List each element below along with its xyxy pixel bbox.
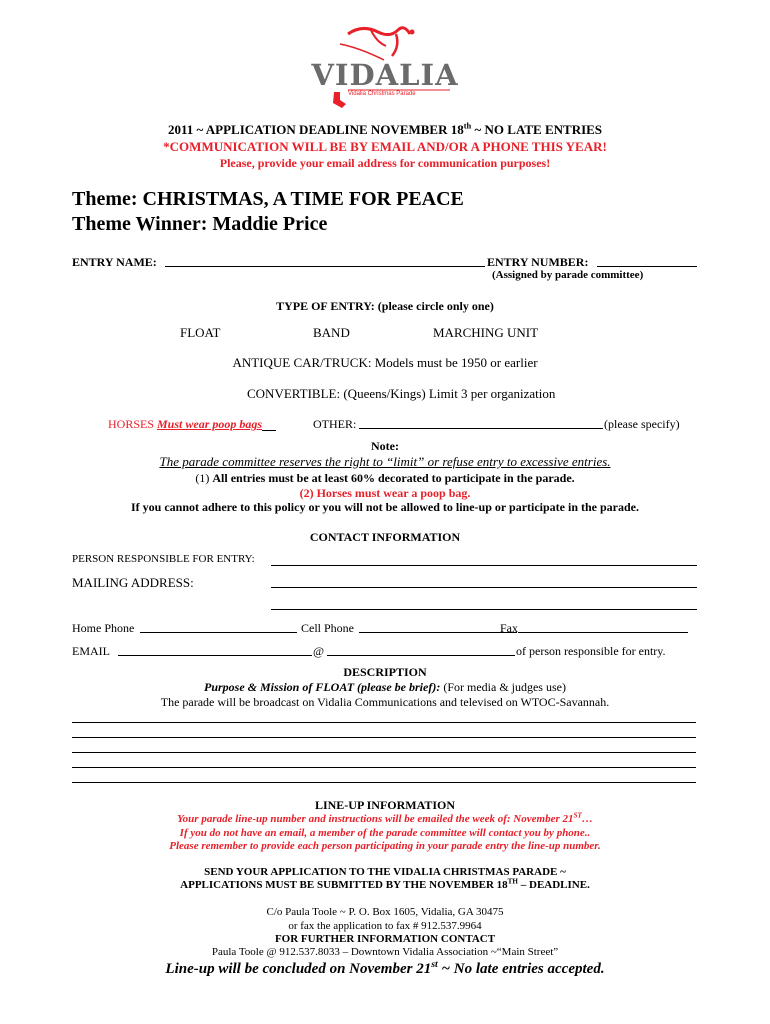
description-line-5[interactable] xyxy=(72,782,696,783)
entry-name-label: ENTRY NAME: xyxy=(72,255,157,269)
address-further: FOR FURTHER INFORMATION CONTACT xyxy=(274,933,496,945)
email-at: @ xyxy=(313,644,325,658)
lineup-emailed-text: Your parade line-up number and instructions will be emailed the week of: November 21 xyxy=(177,813,574,825)
option-float[interactable]: FLOAT xyxy=(180,325,221,340)
mailing-address-field-1[interactable] xyxy=(271,587,697,588)
cell-phone-field[interactable] xyxy=(359,632,517,633)
description-line-4[interactable] xyxy=(72,767,696,768)
description-line-1[interactable] xyxy=(72,722,696,723)
please-specify: (please specify) xyxy=(604,417,680,431)
of-person-label: of person responsible for entry. xyxy=(516,644,666,658)
mailing-address-field-2[interactable] xyxy=(271,609,697,610)
theme-title: Theme: CHRISTMAS, A TIME FOR PEACE xyxy=(72,188,464,210)
address-co: C/o Paula Toole ~ P. O. Box 1605, Vidalia, GA 30475 xyxy=(266,906,504,918)
horses-note: Must wear poop bags xyxy=(157,417,263,431)
lineup-heading: LINE-UP INFORMATION xyxy=(314,798,456,812)
option-convertible[interactable]: CONVERTIBLE: (Queens/Kings) Limit 3 per organization xyxy=(247,386,556,401)
type-of-entry-heading xyxy=(0,299,770,314)
note-reserve: The parade committee reserves the right to “limit” or refuse entry to excessive entries. xyxy=(159,454,611,469)
address-fax: or fax the application to fax # 912.537.9964 xyxy=(288,920,482,932)
lineup-emailed-end: … xyxy=(581,813,593,825)
lineup-remember: Please remember to provide each person participating in your parade entry the line-up number. xyxy=(169,840,601,852)
description-heading: DESCRIPTION xyxy=(343,665,427,679)
lineup-no-email: If you do not have an email, a member of the parade committee will contact you by phone.. xyxy=(179,827,591,839)
theme-winner: Theme Winner: Maddie Price xyxy=(72,213,328,235)
send-line-2 xyxy=(0,879,770,891)
lineup-emailed-sup: ST xyxy=(573,811,582,820)
purpose-label: Purpose & Mission of FLOAT (please be brief): xyxy=(204,680,441,694)
vidalia-logo xyxy=(300,20,470,108)
description-line-2[interactable] xyxy=(72,737,696,738)
lineup-emailed xyxy=(0,813,770,825)
home-phone-label: Home Phone xyxy=(72,621,135,635)
person-responsible-label: PERSON RESPONSIBLE FOR ENTRY: xyxy=(72,553,255,565)
footer-lineup xyxy=(0,961,770,978)
home-phone-field[interactable] xyxy=(140,632,297,633)
send-line-2-end: – DEADLINE. xyxy=(518,879,590,891)
entry-name-field[interactable] xyxy=(165,266,485,267)
option-marching-unit[interactable]: MARCHING UNIT xyxy=(433,325,539,340)
note-title: Note: xyxy=(371,439,399,453)
option-band[interactable]: BAND xyxy=(313,325,350,340)
option-horses[interactable] xyxy=(108,417,262,432)
broadcast-note: The parade will be broadcast on Vidalia Communications and televised on WTOC-Savannah. xyxy=(160,695,610,709)
contact-heading: CONTACT INFORMATION xyxy=(309,530,461,544)
footer-text-end: ~ No late entries accepted. xyxy=(437,961,605,977)
logo-tagline: Vidalia Christmas Parade xyxy=(348,91,416,97)
fax-label: Fax xyxy=(500,621,518,635)
description-line-3[interactable] xyxy=(72,752,696,753)
option-antique[interactable]: ANTIQUE CAR/TRUCK: Models must be 1950 or earlier xyxy=(232,355,538,370)
address-paula: Paula Toole @ 912.537.8033 – Downtown Vidalia Association ~“Main Street” xyxy=(211,946,559,958)
option-other[interactable]: OTHER: xyxy=(313,417,357,431)
entry-number-field[interactable] xyxy=(597,266,697,267)
entry-number-label: ENTRY NUMBER: xyxy=(487,255,589,269)
send-line-2-sup: TH xyxy=(507,877,518,886)
note-adhere: If you cannot adhere to this policy or you will not be allowed to line-up or participate in the parade. xyxy=(130,500,640,514)
type-heading-bold: TYPE OF ENTRY: xyxy=(276,299,375,313)
rule-1-num: (1) xyxy=(195,471,213,485)
logo-wordmark: VIDALIA xyxy=(311,58,459,92)
other-field[interactable] xyxy=(359,428,603,429)
type-heading-rest: (please circle only one) xyxy=(374,299,494,313)
footer-sup: st xyxy=(431,959,438,970)
deadline-sup: th xyxy=(463,120,472,131)
footer-text: Line-up will be concluded on November 21 xyxy=(165,961,432,977)
deadline-text: 2011 ~ APPLICATION DEADLINE NOVEMBER 18 xyxy=(167,122,464,137)
communication-notice: *COMMUNICATION WILL BE BY EMAIL AND/OR A PHONE THIS YEAR! xyxy=(163,139,607,154)
send-line-1: SEND YOUR APPLICATION TO THE VIDALIA CHRISTMAS PARADE ~ xyxy=(204,866,566,878)
note-rule-2: (2) Horses must wear a poop bag. xyxy=(299,486,471,500)
rule-1-text: All entries must be at least 60% decorated to participate in the parade. xyxy=(212,471,575,485)
assigned-note: (Assigned by parade committee) xyxy=(492,269,644,281)
horses-label: HORSES xyxy=(108,417,155,431)
deadline-line xyxy=(0,122,770,138)
provide-email-notice: Please, provide your email address for communication purposes! xyxy=(219,156,551,170)
email-field-domain[interactable] xyxy=(327,655,515,656)
send-line-2-text: APPLICATIONS MUST BE SUBMITTED BY THE NOVEMBER 18 xyxy=(180,879,508,891)
note-rule-1 xyxy=(0,471,770,486)
mailing-address-label: MAILING ADDRESS: xyxy=(72,575,194,590)
cell-phone-label: Cell Phone xyxy=(301,621,354,635)
email-field-user[interactable] xyxy=(118,655,312,656)
horses-underline xyxy=(262,430,276,431)
purpose-rest: (For media & judges use) xyxy=(440,680,566,694)
deadline-text-end: ~ NO LATE ENTRIES xyxy=(471,122,603,137)
email-label: EMAIL xyxy=(72,644,110,658)
purpose-line xyxy=(0,680,770,695)
fax-field[interactable] xyxy=(518,632,688,633)
person-responsible-field[interactable] xyxy=(271,565,697,566)
